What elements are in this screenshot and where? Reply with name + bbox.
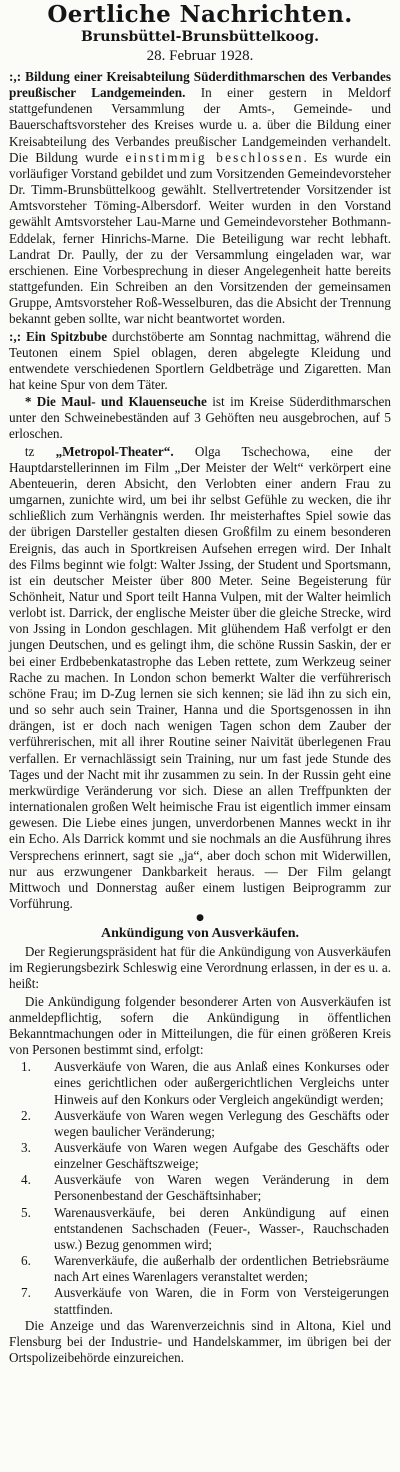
list-number: 2. xyxy=(21,1107,31,1123)
list-number: 4. xyxy=(21,1172,31,1188)
list-item xyxy=(9,1108,391,1140)
article-lead: :,: Ein Spitzbube xyxy=(9,328,108,344)
article-lead: * Die Maul- und Klauenseuche xyxy=(24,394,207,410)
list-number: 6. xyxy=(21,1253,31,1269)
article-emphasis: einstimmig beschlossen xyxy=(125,149,304,165)
article-kreisabteilung xyxy=(9,69,391,328)
article-body: durchstöberte am Sonntag nachmittag, während die Teutonen einem Spiel oblagen, deren abgelegte Kleidung und entwendete verschiedenen Sportlern Geldbeträge und Zigaretten. Man hat keine Spur von dem Täter. xyxy=(9,328,391,392)
list-item xyxy=(9,1172,391,1204)
ausverkauf-list xyxy=(9,1059,391,1318)
list-text: Ausverkäufe von Waren wegen Aufgabe des Geschäfts oder einzelner Geschäftszweige; xyxy=(54,1140,389,1172)
issue-date: 28. Februar 1928. xyxy=(146,48,254,64)
article-lead: :,: Bildung einer Kreisabteilung Süderdithmarschen des Verbandes preußischer Landgemeinden. xyxy=(9,69,391,101)
town-subtitle: Brunsbüttel-Brunsbüttelkoog. xyxy=(81,29,319,45)
list-item xyxy=(9,1285,391,1317)
list-text: Warenausverkäufe, bei deren Ankündigung auf einen entstandenen Sachschaden (Feuer-, Wasser-, Rauchschaden usw.) Bezug genommen wird; xyxy=(54,1204,389,1252)
list-number: 3. xyxy=(21,1140,31,1155)
list-item xyxy=(9,1205,391,1253)
list-item xyxy=(9,1253,391,1285)
list-text: Ausverkäufe von Waren, die in Form von Versteigerungen stattfinden. xyxy=(54,1285,389,1317)
list-number: 1. xyxy=(21,1059,31,1075)
list-text: Ausverkäufe von Waren wegen Veränderung in dem Personenbestand der Geschäftsinhaber; xyxy=(54,1172,389,1204)
list-number: 5. xyxy=(21,1204,31,1220)
section-intro: Der Regierungspräsident hat für die Ankündigung von Ausverkäufen im Regierungsbezirk Schleswig eine Verordnung erlassen, in der es u. a. heißt: xyxy=(9,944,391,992)
article-maul-klauenseuche xyxy=(9,394,391,442)
list-text: Warenverkäufe, die außerhalb der ordentlichen Betriebsräume nach Art eines Warenlagers veranstaltet werden; xyxy=(54,1253,389,1285)
list-item xyxy=(9,1059,391,1107)
section-heading: Ankündigung von Ausverkäufen. xyxy=(100,926,300,942)
list-number: 7. xyxy=(21,1285,31,1301)
section-separator: ● xyxy=(196,913,204,924)
section-outro: Die Anzeige und das Warenverzeichnis sind in Altona, Kiel und Flensburg bei der Industrie- und Handelskammer, im übrigen bei der Ortspolizeibehörde einzureichen. xyxy=(9,1317,391,1366)
article-prefix: tz xyxy=(24,443,56,459)
list-text: Ausverkäufe von Waren wegen Verlegung des Geschäfts oder wegen baulicher Veränderung; xyxy=(54,1107,389,1139)
list-item xyxy=(9,1140,391,1172)
article-body: In einer gestern in Meldorf stattgefundenen Versammlung der Amts-, Gemeinde- und Bauerschaftsvorsteher des Kreises wurde u. a. über die Bildung einer Kreisabteilung des Verbandes preußischer Landgemeinden verhandelt. Die Bildung wurde xyxy=(9,85,391,165)
list-text: Ausverkäufe von Waren, die aus Anlaß eines Konkurses oder eines gerichtlichen oder außergerichtlichen Vergleichs unter Hinweis auf den Konkurs oder Vergleich angekündigt werden; xyxy=(54,1059,389,1107)
page-title: Oertliche Nachrichten. xyxy=(47,1,353,28)
article-body: ist im Kreise Süderdithmarschen unter den Schweinebeständen auf 3 Gehöften neu ausgebrochen, auf 5 erloschen. xyxy=(9,394,391,442)
article-body: Olga Tschechowa, eine der Hauptdarstellerinnen im Film „Der Meister der Welt“ verkörpert eine Abenteuerin, deren Absicht, den Verlobten einer andern Frau zu umgarnen, zunichte wird, um bei ihr selbst Gefühle zu wecken, die ihr schließlich zum Verhängnis werden. Ihr meisterhaftes Spiel sowie das der übrigen Darsteller gestalten diesen Großfilm zu einem besonderen Ereignis, das auch in Sportkreisen Aufsehen erregen wird. Der Inhalt des Films beginnt wie folgt: Walter Jssing, der Student und Sportsmann, ist ein deutscher Meister über 800 Meter. Seine Begeisterung für Schönheit, Natur und Sport teilt Hanna Vulpen, mit der Walter heimlich verlobt ist. Darrick, der englische Meister über die gleiche Strecke, wird von Jssing in London geschlagen. Mit glühendem Haß verfolgt er den jungen Deutschen, und es gelingt ihm, die schöne Russin Saskin, der er bei einer Erdbebenkatastrophe das Leben rettete, zum Werkzeug seiner Rache zu machen. In London schon bemerkt Walter die verführerisch schöne Frau; im D-Zug lernen sie sich kennen; sie läd ihn zu sich ein, und so sehr auch sein Trainer, Hanna und die Sportsgenossen in ihn drängen, ist er doch nach wenigen Tagen schon dem Zauber der verführerischen, mit all ihrer Routine seiner Naivität überlegenen Frau verfallen. Er vernachlässigt sein Training, nur um fast jede Stunde des Tages und der Nacht mit ihr zusammen zu sein. In der Russin geht eine merkwürdige Veränderung vor sich. Diese an allen Treffpunkten der internationalen großen Welt heimische Frau ist eigentlich immer einsam gewesen. Die Liebe eines jungen, unverdorbenen Mannes weckt in ihr ein Echo. Als Darrick kommt und sie nochmals an die Ausführung ihres Versprechens erinnert, sagt sie „ja“, aber doch schon mit Widerwillen, nur aus erzwungener Dankbarkeit heraus. — Der Film gelangt Mittwoch und Donnerstag außer einem lustigen Beiprogramm zur Vorführung. xyxy=(9,443,391,911)
article-body: . Es wurde ein vorläufiger Vorstand gebildet und zum Vorsitzenden Gemeindevorsteher Dr. Timm-Brunsbüttelkoog gewählt. Stellvertretender Vorsitzender ist Amtsvorsteher Töming-Albersdorf. Weiter wurden in den Vorstand gewählt Amtsvorsteher Lau-Marne und Gemeindevorsteher Bothmann-Eddelak, ferner Hinrichs-Marne. Die Beteiligung war recht lebhaft. Landrat Dr. Paully, der zu der Versammlung eingeladen war, war erschienen. Eine Vorbesprechung in dieser Angelegenheit hatte bereits stattgefunden. Ein Schreiben an den Vorsitzenden der gemeinsamen Gruppe, Amtsvorsteher Roß-Wesselburen, das die Absicht der Trennung bekannt geben sollte, war nicht beantwortet worden. xyxy=(9,149,391,327)
article-lead: „Metropol-Theater“. xyxy=(55,443,174,459)
article-spitzbube xyxy=(9,329,391,394)
masthead xyxy=(9,2,391,65)
section-paragraph: Die Ankündigung folgender besonderer Arten von Ausverkäufen ist anmeldepflichtig, sofern die Ankündigung in öffentlichen Bekanntmachungen oder in Mitteilungen, die für einen größeren Kreis von Personen bestimmt sind, erfolgt: xyxy=(9,993,391,1058)
article-metropol-theater xyxy=(9,444,391,913)
